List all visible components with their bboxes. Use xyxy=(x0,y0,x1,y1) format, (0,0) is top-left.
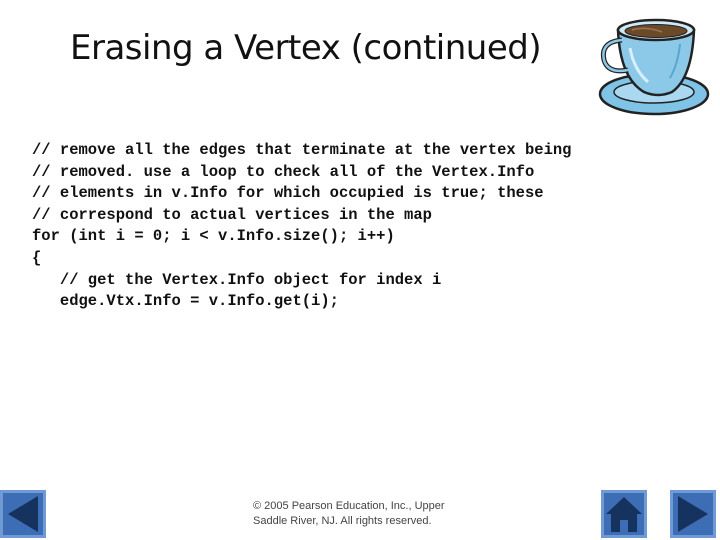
triangle-right-icon xyxy=(670,490,716,538)
code-line: // elements in v.Info for which occupied is true; these xyxy=(32,184,544,203)
teacup-icon xyxy=(592,8,712,120)
home-button[interactable] xyxy=(601,490,647,538)
home-icon xyxy=(601,490,647,538)
code-line: // remove all the edges that terminate at the vertex being xyxy=(32,141,572,159)
code-line: // removed. use a loop to check all of the Vertex.Info xyxy=(32,162,535,181)
next-slide-button[interactable] xyxy=(670,490,716,538)
previous-slide-button[interactable] xyxy=(0,490,46,538)
copyright-footer xyxy=(253,499,473,529)
code-line: // get the Vertex.Info object for index i xyxy=(32,270,442,289)
copyright-line-2: Saddle River, NJ. All rights reserved. xyxy=(253,515,432,527)
code-line: edge.Vtx.Info = v.Info.get(i); xyxy=(32,292,339,311)
copyright-line-1: © 2005 Pearson Education, Inc., Upper xyxy=(253,500,445,512)
code-line: for (int i = 0; i < v.Info.size(); i++) xyxy=(32,227,395,246)
slide-title: Erasing a Vertex (continued) xyxy=(70,28,542,68)
code-block xyxy=(32,140,692,313)
code-line: { xyxy=(32,248,42,267)
code-line: // correspond to actual vertices in the map xyxy=(32,205,432,224)
triangle-left-icon xyxy=(0,490,46,538)
